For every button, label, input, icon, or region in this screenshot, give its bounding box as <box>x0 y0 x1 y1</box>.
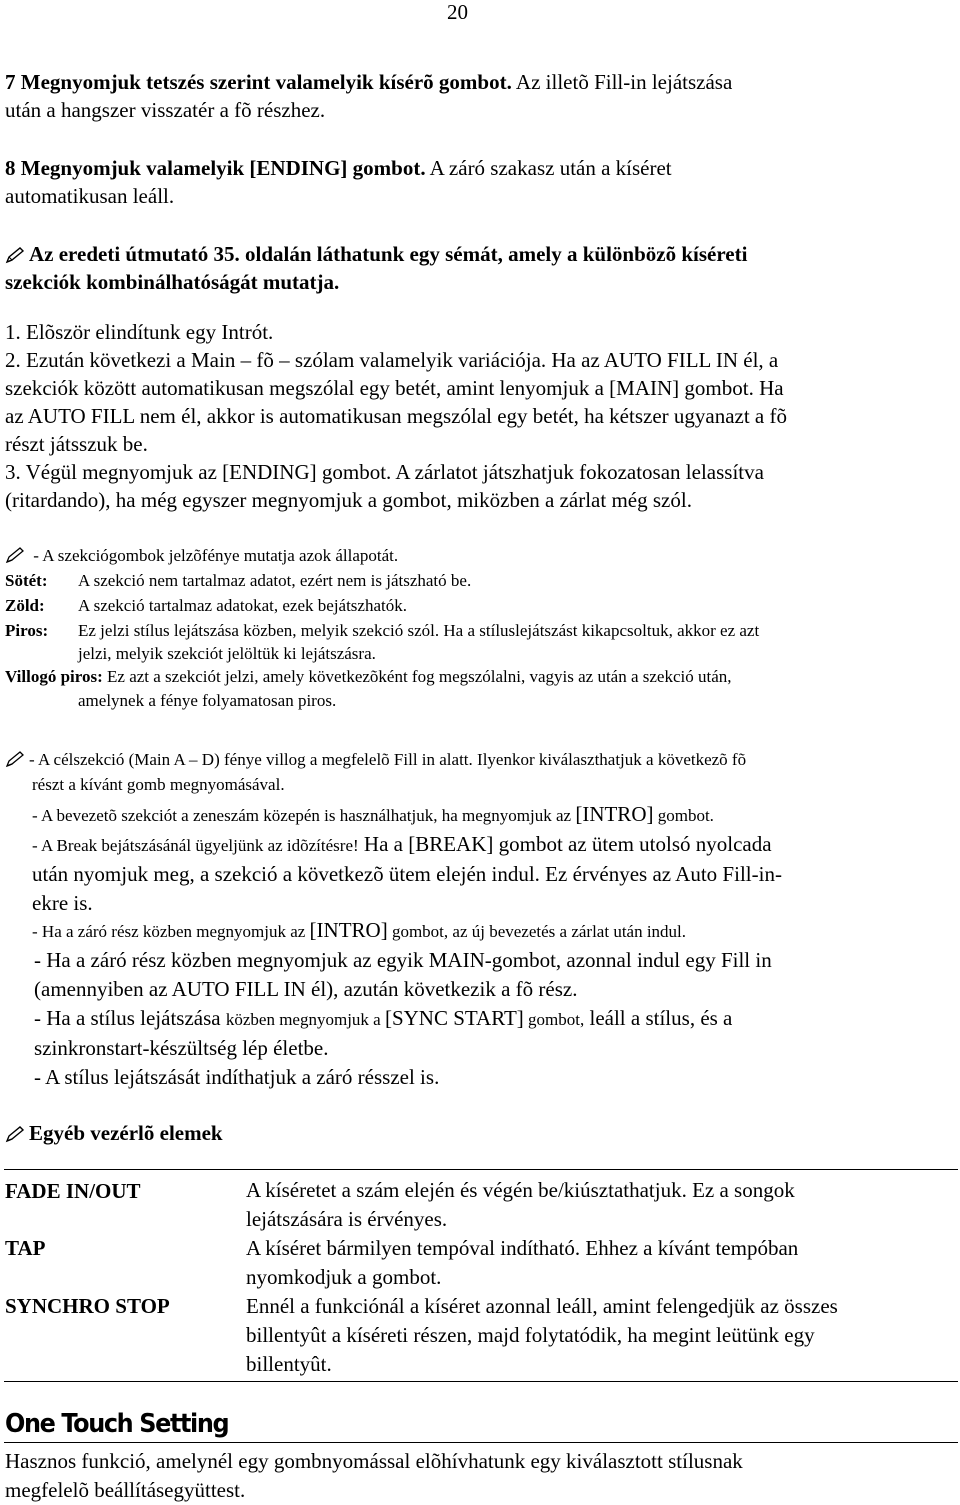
original-note-line2: szekciók kombinálhatóságát mutatja. <box>5 270 340 294</box>
tip-4c: gombot, az új bevezetés a zárlat után indul. <box>387 922 687 941</box>
tip-6f: szinkronstart-készültség lép életbe. <box>34 1036 329 1060</box>
step-7-bold: 7 Megnyomjuk tetszés szerint valamelyik kísérõ gombot. <box>5 70 512 94</box>
other-controls-heading <box>5 1119 223 1147</box>
tip-4b: [INTRO] <box>309 918 388 942</box>
light-green <box>5 594 45 617</box>
one-touch-text <box>5 1447 743 1505</box>
light-green-label: Zöld: <box>5 596 45 615</box>
tip-6 <box>34 1004 958 1092</box>
one-touch-rule <box>4 1442 958 1443</box>
lights-intro-text: - A szekciógombok jelzõfénye mutatja azok állapotát. <box>29 546 399 565</box>
numbered-item-2d: Ha <box>753 376 784 400</box>
tip-2c: gombot. <box>653 806 714 825</box>
light-red <box>5 619 48 642</box>
light-red-text1: Ez jelzi stílus lejátszása közben, melyik szekció szól. Ha a stíluslejátszást kikapcsoltuk, akkor ez azt <box>78 621 760 640</box>
control-label-fade: FADE IN/OUT <box>5 1179 141 1203</box>
control-desc-synchro-line2: billentyût a kíséreti részen, majd folytatódik, ha megint leütünk egy <box>246 1323 815 1347</box>
step-7 <box>5 68 732 124</box>
tip-2a: - A bevezetõ szekciót a zeneszám közepén is használhatjuk, ha megnyomjuk az <box>32 806 576 825</box>
light-red-text2: jelzi, melyik szekciót jelöltük ki lejátszásra. <box>78 644 376 663</box>
light-green-text: A szekció tartalmaz adatokat, ezek bejátszhatók. <box>78 596 407 615</box>
one-touch-line2: megfelelõ beállításegyüttest. <box>5 1478 246 1502</box>
step-8-rest: A záró szakasz után a kíséret <box>425 156 672 180</box>
numbered-list <box>5 318 787 514</box>
tip-5a: - Ha a záró rész közben megnyomjuk az egyik MAIN-gombot, azonnal indul egy Fill in <box>34 948 772 972</box>
control-desc-tap-line2: nyomkodjuk a gombot. <box>246 1265 442 1289</box>
tip-6d: gombot, <box>523 1010 585 1029</box>
control-desc-synchro <box>246 1292 958 1379</box>
numbered-item-2c: szekciók között automatikusan megszólal egy betét, amint lenyomjuk a [MAIN] gombot. <box>5 376 754 400</box>
numbered-item-2b: Ha az AUTO FILL IN él, a <box>546 348 779 372</box>
control-desc-tap <box>246 1234 958 1292</box>
tip-3a: - A Break bejátszásánál ügyeljünk az idõzítésre! <box>32 836 359 855</box>
pencil-icon <box>5 750 29 768</box>
pencil-icon <box>5 546 29 564</box>
lights-intro <box>5 544 398 567</box>
tip-1a <box>5 748 746 771</box>
control-desc-fade-line2: lejátszására is érvényes. <box>246 1207 448 1231</box>
control-desc-fade-line1: A kíséretet a szám elején és végén be/kiúsztathatjuk. Ez a songok <box>246 1178 795 1202</box>
light-red-label: Piros: <box>5 621 49 640</box>
light-blink-text2: amelynek a fénye folyamatosan piros. <box>78 691 337 710</box>
pencil-icon <box>5 246 29 264</box>
tip-1b: részt a kívánt gomb megnyomásával. <box>32 775 285 794</box>
control-desc-synchro-line1: Ennél a funkciónál a kíséret azonnal leáll, amint felengedjük az összes <box>246 1294 838 1318</box>
step-8 <box>5 154 672 210</box>
numbered-item-3c: (ritardando), ha még egyszer megnyomjuk a gombot, miközben a zárlat még szól. <box>5 488 692 512</box>
light-blink-text1: Ez azt a szekciót jelzi, amely következõként fog megszólalni, vagyis az után a szekció után, <box>102 667 732 686</box>
tip-2b: [INTRO] <box>575 802 654 826</box>
light-dark-label: Sötét: <box>5 571 48 590</box>
original-note-line1: Az eredeti útmutató 35. oldalán láthatunk egy sémát, amely a különbözõ kíséreti <box>29 242 748 266</box>
numbered-item-2f: részt játsszuk be. <box>5 432 148 456</box>
original-note <box>5 240 747 296</box>
one-touch-heading: One Touch Setting <box>5 1409 229 1439</box>
tip-4a: - Ha a záró rész közben megnyomjuk az <box>32 922 310 941</box>
tip-3c: után nyomjuk meg, a szekció a következõ ütem elején indul. Ez érvényes az Auto Fill-in- <box>32 862 782 886</box>
tip-1a-text: - A célszekció (Main A – D) fénye villog a megfelelõ Fill in alatt. Ilyenkor kiválaszthatjuk a következõ fõ <box>29 750 747 769</box>
tip-6e: leáll a stílus, és a <box>584 1006 733 1030</box>
numbered-item-2e: az AUTO FILL nem él, akkor is automatikusan megszólal egy betét, ha kétszer ugyanazt a fõ <box>5 404 787 428</box>
tip-6b: közben megnyomjuk a <box>225 1010 385 1029</box>
other-controls-heading-text: Egyéb vezérlõ elemek <box>29 1121 223 1145</box>
tip-6c: [SYNC START] <box>384 1006 524 1030</box>
tip-2 <box>32 803 714 827</box>
control-desc-tap-line1: A kíséret bármilyen tempóval indítható. Ehhez a kívánt tempóban <box>246 1236 799 1260</box>
page-number: 20 <box>447 0 468 24</box>
tip-5b: (amennyiben az AUTO FILL IN él), azután következik a fõ rész. <box>34 977 578 1001</box>
table-rule <box>4 1169 958 1170</box>
one-touch-line1: Hasznos funkció, amelynél egy gombnyomással elõhívhatunk egy kiválasztott stílusnak <box>5 1449 743 1473</box>
numbered-item-1: 1. Elõször elindítunk egy Intrót. <box>5 320 274 344</box>
light-dark <box>5 569 47 592</box>
light-dark-text: A szekció nem tartalmaz adatot, ezért nem is játszható be. <box>78 571 472 590</box>
tip-3b: Ha a [BREAK] gombot az ütem utolsó nyolcada <box>358 832 772 856</box>
tip-5 <box>34 946 958 1004</box>
control-label-tap: TAP <box>5 1236 46 1260</box>
tip-6a: - Ha a stílus lejátszása <box>34 1006 226 1030</box>
pencil-icon <box>5 1125 29 1143</box>
table-rule <box>4 1381 958 1382</box>
control-desc-synchro-line3: billentyût. <box>246 1352 332 1376</box>
control-desc-fade <box>246 1176 958 1234</box>
step-8-bold: 8 Megnyomjuk valamelyik [ENDING] gombot. <box>5 156 426 180</box>
tip-3 <box>32 830 958 918</box>
numbered-item-3b: A zárlatot játszhatjuk fokozatosan lelassítva <box>391 460 764 484</box>
tip-4 <box>32 919 686 943</box>
tip-7: - A stílus lejátszását indíthatjuk a záró résszel is. <box>34 1065 440 1089</box>
control-label-synchro: SYNCHRO STOP <box>5 1294 170 1318</box>
numbered-item-2a: 2. Ezután következi a Main – fõ – szólam valamelyik variációja. <box>5 348 547 372</box>
numbered-item-3a: 3. Végül megnyomjuk az [ENDING] gombot. <box>5 460 392 484</box>
step-7-rest: Az illetõ Fill-in lejátszása <box>511 70 733 94</box>
step-7-line2: után a hangszer visszatér a fõ részhez. <box>5 98 326 122</box>
tip-3d: ekre is. <box>32 891 93 915</box>
light-blink <box>5 665 732 688</box>
step-8-line2: automatikusan leáll. <box>5 184 175 208</box>
light-blink-label: Villogó piros: <box>5 667 103 686</box>
